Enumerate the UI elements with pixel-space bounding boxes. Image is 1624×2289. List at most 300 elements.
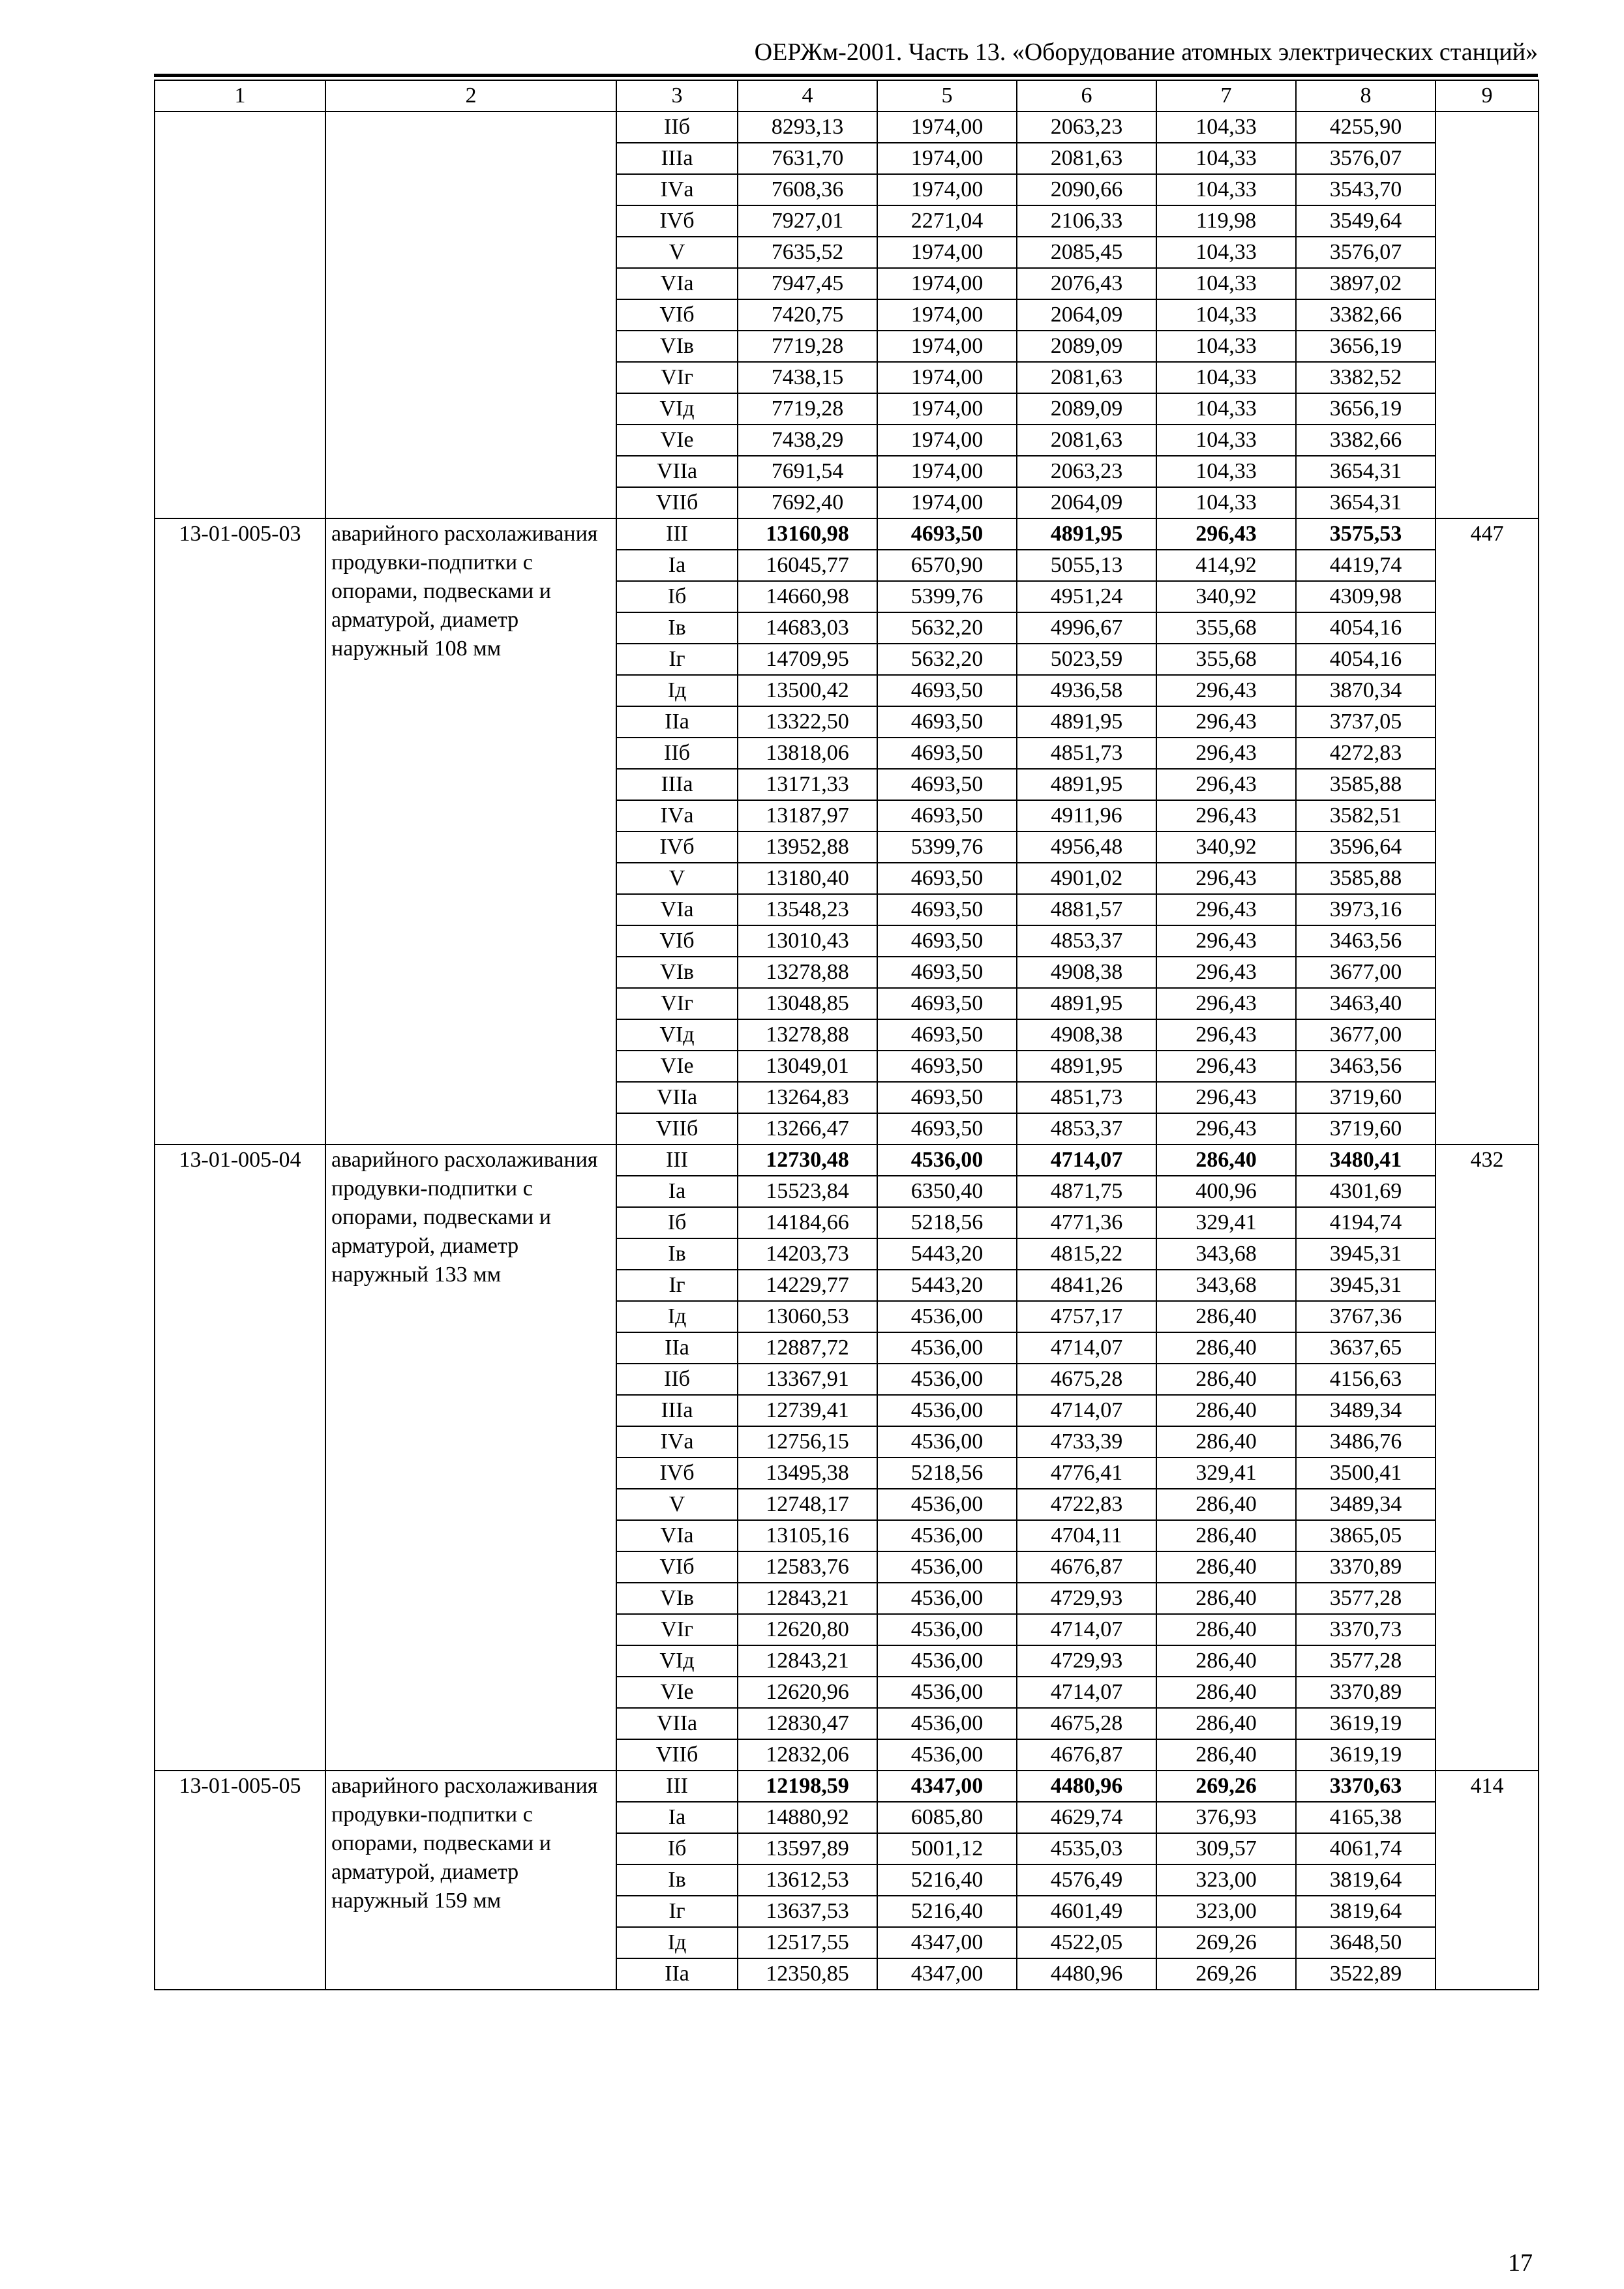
zone-cell: V	[616, 1489, 738, 1520]
value-cell: 329,41	[1156, 1458, 1296, 1489]
value-cell: 3543,70	[1296, 174, 1436, 205]
value-cell: 104,33	[1156, 237, 1296, 268]
value-cell: 4815,22	[1017, 1238, 1156, 1270]
value-cell: 4347,00	[877, 1771, 1017, 1802]
value-cell: 3382,52	[1296, 362, 1436, 393]
value-cell: 4722,83	[1017, 1489, 1156, 1520]
value-cell: 296,43	[1156, 1113, 1296, 1144]
value-cell: 296,43	[1156, 1051, 1296, 1082]
zone-cell: IVа	[616, 1426, 738, 1458]
zone-cell: VIг	[616, 988, 738, 1019]
value-cell: 13060,53	[738, 1301, 877, 1332]
zone-cell: VIIб	[616, 1739, 738, 1771]
value-cell: 3463,56	[1296, 925, 1436, 957]
value-cell: 3677,00	[1296, 1019, 1436, 1051]
value-cell: 4729,93	[1017, 1645, 1156, 1677]
value-cell: 13266,47	[738, 1113, 877, 1144]
value-cell: 4536,00	[877, 1551, 1017, 1583]
item-description: аварийного расхолаживания продувки-подпитки с опорами, подвесками и арматурой, диаметр наружный 133 мм	[325, 1144, 616, 1771]
value-cell: 4693,50	[877, 518, 1017, 550]
zone-cell: Iб	[616, 581, 738, 612]
value-cell: 2271,04	[877, 205, 1017, 237]
value-cell: 4851,73	[1017, 1082, 1156, 1113]
value-cell: 3897,02	[1296, 268, 1436, 299]
value-cell: 296,43	[1156, 988, 1296, 1019]
value-cell: 2089,09	[1017, 331, 1156, 362]
value-cell: 12843,21	[738, 1583, 877, 1614]
value-cell: 14683,03	[738, 612, 877, 644]
value-cell: 12887,72	[738, 1332, 877, 1364]
value-cell: 7692,40	[738, 487, 877, 518]
zone-cell: IIб	[616, 1364, 738, 1395]
value-cell: 2064,09	[1017, 487, 1156, 518]
value-cell: 14229,77	[738, 1270, 877, 1301]
zone-cell: VIг	[616, 1614, 738, 1645]
value-cell: 4693,50	[877, 957, 1017, 988]
zone-cell: VIв	[616, 1583, 738, 1614]
value-cell: 13180,40	[738, 863, 877, 894]
value-cell: 12739,41	[738, 1395, 877, 1426]
value-cell: 1974,00	[877, 268, 1017, 299]
zone-cell: IIа	[616, 1332, 738, 1364]
value-cell: 4536,00	[877, 1614, 1017, 1645]
value-cell: 400,96	[1156, 1176, 1296, 1207]
value-cell: 3489,34	[1296, 1395, 1436, 1426]
column-number: 1	[155, 80, 325, 112]
zone-cell: VIе	[616, 425, 738, 456]
table-row	[155, 1771, 1539, 1802]
value-cell: 104,33	[1156, 299, 1296, 331]
value-cell: 4714,07	[1017, 1614, 1156, 1645]
value-cell: 3654,31	[1296, 487, 1436, 518]
value-cell: 296,43	[1156, 800, 1296, 831]
value-cell: 5055,13	[1017, 550, 1156, 581]
value-cell: 7420,75	[738, 299, 877, 331]
zone-cell: VIб	[616, 925, 738, 957]
value-cell: 4536,00	[877, 1739, 1017, 1771]
value-cell: 1974,00	[877, 112, 1017, 143]
value-cell: 13322,50	[738, 706, 877, 738]
value-cell: 4891,95	[1017, 1051, 1156, 1082]
value-cell: 5632,20	[877, 612, 1017, 644]
value-cell: 1974,00	[877, 174, 1017, 205]
zone-cell: IVб	[616, 831, 738, 863]
value-cell: 4156,63	[1296, 1364, 1436, 1395]
value-cell: 3549,64	[1296, 205, 1436, 237]
zone-cell: IVа	[616, 800, 738, 831]
value-cell: 15523,84	[738, 1176, 877, 1207]
zone-cell: V	[616, 237, 738, 268]
value-cell: 4301,69	[1296, 1176, 1436, 1207]
value-cell: 4693,50	[877, 925, 1017, 957]
value-cell: 1974,00	[877, 331, 1017, 362]
value-cell: 3870,34	[1296, 675, 1436, 706]
value-cell: 1974,00	[877, 456, 1017, 487]
value-cell: 13264,83	[738, 1082, 877, 1113]
value-cell: 3500,41	[1296, 1458, 1436, 1489]
value-cell: 4693,50	[877, 769, 1017, 800]
value-cell: 4771,36	[1017, 1207, 1156, 1238]
value-cell: 4693,50	[877, 988, 1017, 1019]
value-cell: 12583,76	[738, 1551, 877, 1583]
value-cell: 104,33	[1156, 362, 1296, 393]
value-cell: 5443,20	[877, 1238, 1017, 1270]
zone-cell: VIв	[616, 957, 738, 988]
zone-cell: VIв	[616, 331, 738, 362]
value-cell: 4054,16	[1296, 612, 1436, 644]
value-cell: 4675,28	[1017, 1364, 1156, 1395]
value-cell: 3656,19	[1296, 331, 1436, 362]
value-cell: 5632,20	[877, 644, 1017, 675]
value-cell: 1974,00	[877, 425, 1017, 456]
value-cell: 3973,16	[1296, 894, 1436, 925]
item-norm: 447	[1436, 518, 1539, 1144]
value-cell: 104,33	[1156, 487, 1296, 518]
value-cell: 13500,42	[738, 675, 877, 706]
value-cell: 104,33	[1156, 456, 1296, 487]
value-cell: 1974,00	[877, 143, 1017, 174]
zone-cell: VIб	[616, 299, 738, 331]
value-cell: 3582,51	[1296, 800, 1436, 831]
value-cell: 4675,28	[1017, 1708, 1156, 1739]
value-cell: 3637,65	[1296, 1332, 1436, 1364]
value-cell: 4729,93	[1017, 1583, 1156, 1614]
zone-cell: III	[616, 518, 738, 550]
value-cell: 3463,56	[1296, 1051, 1436, 1082]
zone-cell: Iд	[616, 1927, 738, 1958]
value-cell: 296,43	[1156, 738, 1296, 769]
value-cell: 2090,66	[1017, 174, 1156, 205]
value-cell: 4693,50	[877, 1019, 1017, 1051]
value-cell: 4693,50	[877, 675, 1017, 706]
zone-cell: Iг	[616, 644, 738, 675]
zone-cell: IVб	[616, 205, 738, 237]
value-cell: 6350,40	[877, 1176, 1017, 1207]
value-cell: 7438,15	[738, 362, 877, 393]
value-cell: 5399,76	[877, 831, 1017, 863]
value-cell: 12730,48	[738, 1144, 877, 1176]
value-cell: 4419,74	[1296, 550, 1436, 581]
value-cell: 323,00	[1156, 1864, 1296, 1896]
value-cell: 3577,28	[1296, 1645, 1436, 1677]
value-cell: 3719,60	[1296, 1113, 1436, 1144]
value-cell: 3370,63	[1296, 1771, 1436, 1802]
header-divider	[154, 74, 1538, 77]
zone-cell: VIIб	[616, 1113, 738, 1144]
zone-cell: IVб	[616, 1458, 738, 1489]
item-norm: 432	[1436, 1144, 1539, 1771]
value-cell: 4693,50	[877, 738, 1017, 769]
value-cell: 12620,96	[738, 1677, 877, 1708]
value-cell: 4693,50	[877, 800, 1017, 831]
value-cell: 3370,73	[1296, 1614, 1436, 1645]
value-cell: 4536,00	[877, 1144, 1017, 1176]
value-cell: 12350,85	[738, 1958, 877, 1990]
value-cell: 340,92	[1156, 831, 1296, 863]
value-cell: 4676,87	[1017, 1739, 1156, 1771]
zone-cell: IIб	[616, 112, 738, 143]
value-cell: 3585,88	[1296, 769, 1436, 800]
value-cell: 4704,11	[1017, 1520, 1156, 1551]
zone-cell: VIIа	[616, 1708, 738, 1739]
value-cell: 4693,50	[877, 1113, 1017, 1144]
column-number: 7	[1156, 80, 1296, 112]
value-cell: 4536,00	[877, 1708, 1017, 1739]
value-cell: 3575,53	[1296, 518, 1436, 550]
value-cell: 4522,05	[1017, 1927, 1156, 1958]
column-number: 9	[1436, 80, 1539, 112]
value-cell: 340,92	[1156, 581, 1296, 612]
zone-cell: Iв	[616, 1864, 738, 1896]
value-cell: 8293,13	[738, 112, 877, 143]
value-cell: 13818,06	[738, 738, 877, 769]
zone-cell: Iа	[616, 550, 738, 581]
value-cell: 3370,89	[1296, 1551, 1436, 1583]
value-cell: 104,33	[1156, 143, 1296, 174]
value-cell: 3596,64	[1296, 831, 1436, 863]
value-cell: 4714,07	[1017, 1144, 1156, 1176]
value-cell: 4629,74	[1017, 1802, 1156, 1833]
column-number: 6	[1017, 80, 1156, 112]
value-cell: 4951,24	[1017, 581, 1156, 612]
value-cell: 4536,00	[877, 1520, 1017, 1551]
value-cell: 13187,97	[738, 800, 877, 831]
value-cell: 12748,17	[738, 1489, 877, 1520]
value-cell: 414,92	[1156, 550, 1296, 581]
value-cell: 3654,31	[1296, 456, 1436, 487]
value-cell: 13105,16	[738, 1520, 877, 1551]
value-cell: 104,33	[1156, 425, 1296, 456]
zone-cell: VIа	[616, 894, 738, 925]
zone-cell: Iв	[616, 612, 738, 644]
value-cell: 4255,90	[1296, 112, 1436, 143]
zone-cell: Iд	[616, 675, 738, 706]
value-cell: 3619,19	[1296, 1708, 1436, 1739]
value-cell: 2081,63	[1017, 143, 1156, 174]
value-cell: 4536,00	[877, 1332, 1017, 1364]
table-row	[155, 518, 1539, 550]
value-cell: 4676,87	[1017, 1551, 1156, 1583]
zone-cell: Iг	[616, 1270, 738, 1301]
value-cell: 12517,55	[738, 1927, 877, 1958]
value-cell: 296,43	[1156, 518, 1296, 550]
column-number: 5	[877, 80, 1017, 112]
value-cell: 4165,38	[1296, 1802, 1436, 1833]
zone-cell: VIIб	[616, 487, 738, 518]
value-cell: 4054,16	[1296, 644, 1436, 675]
description-cell-empty	[325, 112, 616, 518]
value-cell: 12843,21	[738, 1645, 877, 1677]
value-cell: 1974,00	[877, 299, 1017, 331]
value-cell: 13612,53	[738, 1864, 877, 1896]
zone-cell: IIIа	[616, 1395, 738, 1426]
value-cell: 5443,20	[877, 1270, 1017, 1301]
zone-cell: VIIа	[616, 1082, 738, 1113]
column-number: 3	[616, 80, 738, 112]
value-cell: 4693,50	[877, 863, 1017, 894]
value-cell: 3489,34	[1296, 1489, 1436, 1520]
value-cell: 2076,43	[1017, 268, 1156, 299]
value-cell: 4891,95	[1017, 518, 1156, 550]
item-norm: 414	[1436, 1771, 1539, 1990]
page-number: 17	[1508, 2249, 1533, 2277]
value-cell: 286,40	[1156, 1426, 1296, 1458]
value-cell: 14184,66	[738, 1207, 877, 1238]
value-cell: 14660,98	[738, 581, 877, 612]
item-code: 13-01-005-05	[155, 1771, 325, 1990]
value-cell: 6085,80	[877, 1802, 1017, 1833]
value-cell: 3737,05	[1296, 706, 1436, 738]
value-cell: 3819,64	[1296, 1896, 1436, 1927]
value-cell: 4841,26	[1017, 1270, 1156, 1301]
value-cell: 13597,89	[738, 1833, 877, 1864]
value-cell: 5216,40	[877, 1896, 1017, 1927]
value-cell: 12620,80	[738, 1614, 877, 1645]
column-number: 8	[1296, 80, 1436, 112]
value-cell: 7947,45	[738, 268, 877, 299]
value-cell: 119,98	[1156, 205, 1296, 237]
zone-cell: VIа	[616, 1520, 738, 1551]
value-cell: 3522,89	[1296, 1958, 1436, 1990]
column-number: 4	[738, 80, 877, 112]
value-cell: 13171,33	[738, 769, 877, 800]
value-cell: 2063,23	[1017, 112, 1156, 143]
value-cell: 4309,98	[1296, 581, 1436, 612]
value-cell: 296,43	[1156, 769, 1296, 800]
value-cell: 104,33	[1156, 268, 1296, 299]
value-cell: 13048,85	[738, 988, 877, 1019]
zone-cell: Iд	[616, 1301, 738, 1332]
value-cell: 7608,36	[738, 174, 877, 205]
value-cell: 4936,58	[1017, 675, 1156, 706]
value-cell: 7631,70	[738, 143, 877, 174]
value-cell: 4714,07	[1017, 1395, 1156, 1426]
value-cell: 4536,00	[877, 1426, 1017, 1458]
value-cell: 4714,07	[1017, 1677, 1156, 1708]
value-cell: 4901,02	[1017, 863, 1156, 894]
value-cell: 355,68	[1156, 644, 1296, 675]
value-cell: 4733,39	[1017, 1426, 1156, 1458]
value-cell: 7719,28	[738, 331, 877, 362]
value-cell: 4881,57	[1017, 894, 1156, 925]
value-cell: 1974,00	[877, 237, 1017, 268]
zone-cell: VIд	[616, 393, 738, 425]
value-cell: 343,68	[1156, 1238, 1296, 1270]
value-cell: 4480,96	[1017, 1958, 1156, 1990]
zone-cell: IIб	[616, 738, 738, 769]
value-cell: 4061,74	[1296, 1833, 1436, 1864]
value-cell: 4871,75	[1017, 1176, 1156, 1207]
value-cell: 3719,60	[1296, 1082, 1436, 1113]
value-cell: 4347,00	[877, 1927, 1017, 1958]
value-cell: 4891,95	[1017, 706, 1156, 738]
value-cell: 3486,76	[1296, 1426, 1436, 1458]
value-cell: 296,43	[1156, 675, 1296, 706]
value-cell: 12832,06	[738, 1739, 877, 1771]
zone-cell: III	[616, 1771, 738, 1802]
value-cell: 3585,88	[1296, 863, 1436, 894]
value-cell: 7438,29	[738, 425, 877, 456]
value-cell: 3656,19	[1296, 393, 1436, 425]
zone-cell: VIг	[616, 362, 738, 393]
value-cell: 3577,28	[1296, 1583, 1436, 1614]
code-cell-empty	[155, 112, 325, 518]
rates-table-body	[155, 80, 1539, 1990]
value-cell: 296,43	[1156, 1019, 1296, 1051]
value-cell: 13548,23	[738, 894, 877, 925]
value-cell: 12756,15	[738, 1426, 877, 1458]
table-row	[155, 112, 1539, 143]
value-cell: 1974,00	[877, 393, 1017, 425]
value-cell: 3865,05	[1296, 1520, 1436, 1551]
value-cell: 4601,49	[1017, 1896, 1156, 1927]
value-cell: 13278,88	[738, 1019, 877, 1051]
zone-cell: VIд	[616, 1645, 738, 1677]
zone-cell: IIа	[616, 1958, 738, 1990]
value-cell: 286,40	[1156, 1332, 1296, 1364]
value-cell: 269,26	[1156, 1958, 1296, 1990]
value-cell: 4536,00	[877, 1489, 1017, 1520]
zone-cell: IIIа	[616, 143, 738, 174]
value-cell: 5399,76	[877, 581, 1017, 612]
value-cell: 355,68	[1156, 612, 1296, 644]
value-cell: 3945,31	[1296, 1238, 1436, 1270]
value-cell: 12830,47	[738, 1708, 877, 1739]
zone-cell: V	[616, 863, 738, 894]
value-cell: 2106,33	[1017, 205, 1156, 237]
value-cell: 104,33	[1156, 393, 1296, 425]
value-cell: 4908,38	[1017, 957, 1156, 988]
zone-cell: IIIа	[616, 769, 738, 800]
value-cell: 2064,09	[1017, 299, 1156, 331]
value-cell: 4536,00	[877, 1645, 1017, 1677]
value-cell: 3945,31	[1296, 1270, 1436, 1301]
value-cell: 2063,23	[1017, 456, 1156, 487]
value-cell: 4194,74	[1296, 1207, 1436, 1238]
value-cell: 3767,36	[1296, 1301, 1436, 1332]
value-cell: 4347,00	[877, 1958, 1017, 1990]
value-cell: 296,43	[1156, 863, 1296, 894]
value-cell: 4693,50	[877, 1082, 1017, 1113]
value-cell: 286,40	[1156, 1489, 1296, 1520]
value-cell: 4693,50	[877, 706, 1017, 738]
value-cell: 12198,59	[738, 1771, 877, 1802]
value-cell: 286,40	[1156, 1739, 1296, 1771]
value-cell: 14880,92	[738, 1802, 877, 1833]
value-cell: 286,40	[1156, 1395, 1296, 1426]
value-cell: 3382,66	[1296, 425, 1436, 456]
zone-cell: VIе	[616, 1051, 738, 1082]
value-cell: 286,40	[1156, 1551, 1296, 1583]
zone-cell: VIа	[616, 268, 738, 299]
value-cell: 296,43	[1156, 706, 1296, 738]
value-cell: 4891,95	[1017, 988, 1156, 1019]
value-cell: 1974,00	[877, 487, 1017, 518]
value-cell: 13637,53	[738, 1896, 877, 1927]
value-cell: 13367,91	[738, 1364, 877, 1395]
value-cell: 4576,49	[1017, 1864, 1156, 1896]
zone-cell: VIб	[616, 1551, 738, 1583]
value-cell: 13495,38	[738, 1458, 877, 1489]
value-cell: 5023,59	[1017, 644, 1156, 675]
value-cell: 329,41	[1156, 1207, 1296, 1238]
value-cell: 286,40	[1156, 1520, 1296, 1551]
value-cell: 4996,67	[1017, 612, 1156, 644]
value-cell: 3370,89	[1296, 1677, 1436, 1708]
value-cell: 269,26	[1156, 1927, 1296, 1958]
value-cell: 13010,43	[738, 925, 877, 957]
item-description: аварийного расхолаживания продувки-подпитки с опорами, подвесками и арматурой, диаметр наружный 108 мм	[325, 518, 616, 1144]
